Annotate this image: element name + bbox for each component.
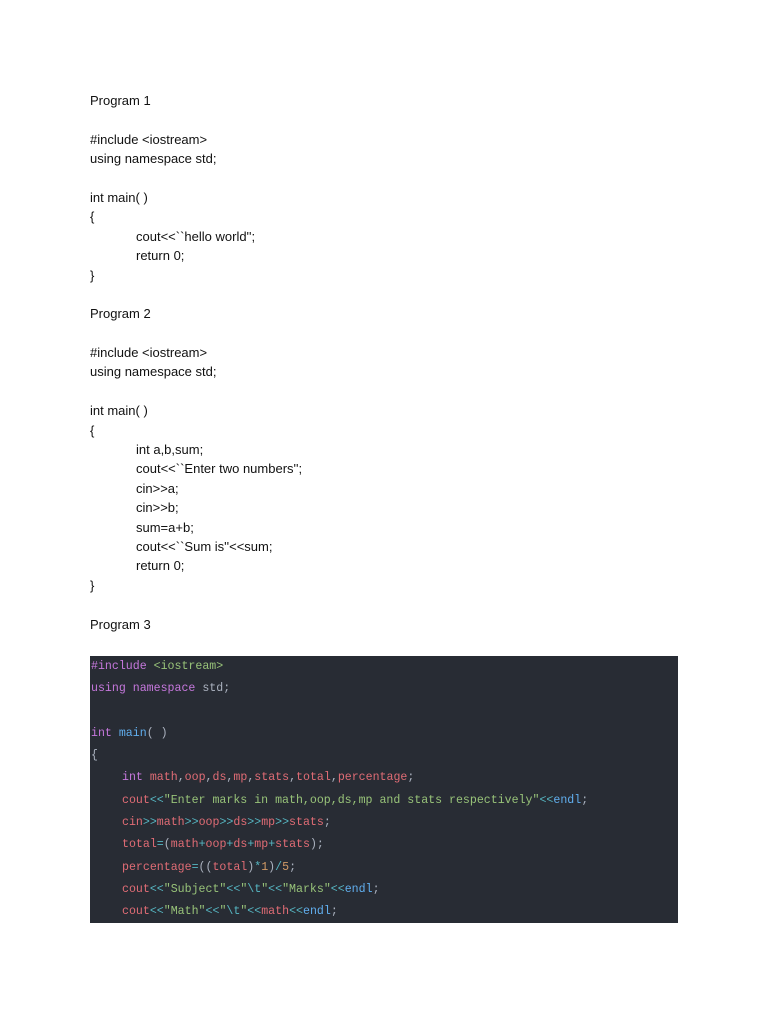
code-line: using namespace std; — [90, 151, 217, 167]
spacer — [90, 595, 690, 614]
code-token: cout — [122, 905, 150, 919]
code-token: percentage — [337, 771, 408, 785]
code-token: ) — [247, 860, 255, 874]
code-token: "Subject" — [163, 882, 227, 896]
code-token: using — [91, 682, 126, 696]
code-token: + — [226, 838, 234, 852]
program-1-heading: Program 1 — [90, 93, 151, 108]
code-line: } — [90, 267, 95, 283]
code-line: } — [90, 577, 95, 593]
code-token: >> — [275, 816, 290, 830]
code-line: int main( ) — [90, 189, 148, 205]
code-token: total — [212, 860, 248, 874]
code-token: ; — [323, 816, 331, 830]
code-token: total — [122, 838, 157, 852]
code-line: using namespace std; — [90, 364, 217, 380]
code-token: = — [156, 838, 164, 852]
code-token: mp — [233, 771, 248, 785]
code-line: int a,b,sum; — [136, 442, 204, 458]
code-token: << — [330, 882, 345, 896]
code-token: , — [226, 771, 234, 785]
code-line — [90, 701, 678, 723]
code-token: , — [177, 771, 185, 785]
code-token: 5 — [282, 860, 290, 874]
code-token: , — [205, 771, 213, 785]
code-token: , — [247, 771, 255, 785]
code-line: cin>>b; — [136, 500, 179, 516]
code-token: * — [254, 860, 262, 874]
code-token: >> — [247, 816, 262, 830]
code-line — [90, 879, 678, 901]
code-token: math — [261, 905, 290, 919]
code-token: oop — [205, 838, 227, 852]
code-token — [147, 660, 154, 673]
code-token: \t — [247, 882, 262, 896]
code-line: #include <iostream> — [90, 131, 208, 147]
code-token: >> — [142, 816, 157, 830]
code-line: sum=a+b; — [136, 519, 194, 535]
code-line: #include <iostream> — [90, 345, 208, 361]
code-line: cout<<``hello world''; — [136, 228, 256, 244]
code-token: = — [191, 860, 199, 874]
code-line: cout<<``Enter two numbers''; — [136, 461, 303, 477]
code-token: mp — [261, 816, 276, 830]
code-token: << — [205, 905, 220, 919]
code-token: <iostream> — [153, 660, 224, 673]
code-line — [90, 767, 678, 789]
code-token: namespace — [132, 682, 196, 696]
code-token: " — [219, 905, 227, 919]
code-token: " — [261, 882, 269, 896]
code-token: endl — [344, 882, 373, 896]
code-token: ; — [330, 905, 338, 919]
code-line — [90, 169, 690, 188]
code-token: int — [122, 771, 143, 785]
code-token: stats — [289, 816, 324, 830]
code-token: ); — [309, 838, 324, 852]
code-line — [90, 678, 678, 700]
code-token: std; — [195, 682, 231, 696]
code-token: oop — [198, 816, 220, 830]
code-token: "Math" — [163, 905, 206, 919]
code-line — [90, 790, 678, 812]
spacer — [90, 110, 690, 129]
code-line — [90, 656, 678, 678]
code-line — [90, 723, 678, 745]
code-line — [90, 834, 678, 856]
code-token: ( ) — [146, 726, 168, 740]
code-token: << — [289, 905, 303, 919]
code-line: int main( ) — [90, 403, 148, 419]
code-token: << — [539, 793, 554, 807]
code-token: "Enter marks in math,oop,ds,mp and stats respectively" — [163, 793, 540, 807]
code-token: , — [330, 771, 338, 785]
code-line — [90, 901, 678, 923]
code-token: percentage — [122, 860, 192, 874]
code-token — [126, 682, 133, 695]
code-line: cin>>a; — [136, 480, 179, 496]
code-token: mp — [254, 838, 269, 852]
code-block-program-3 — [90, 656, 678, 923]
code-token: ds — [233, 816, 248, 830]
code-token: " — [240, 882, 248, 896]
code-token: >> — [219, 816, 234, 830]
code-token: / — [275, 860, 283, 874]
spacer — [90, 285, 690, 304]
code-line: cout<<``Sum is''<<sum; — [136, 538, 273, 554]
code-line — [90, 382, 690, 401]
code-token: " — [240, 905, 248, 919]
code-token: ( — [163, 838, 171, 852]
spacer — [90, 324, 690, 343]
program-2-heading: Program 2 — [90, 306, 151, 322]
code-token: main — [118, 726, 147, 740]
code-token: (( — [198, 860, 213, 874]
code-token: >> — [184, 816, 199, 830]
code-token: math — [149, 771, 178, 785]
code-token: "Marks" — [282, 882, 331, 896]
code-line — [90, 745, 678, 767]
code-line: return 0; — [136, 248, 185, 264]
code-token: #include — [91, 660, 147, 673]
code-line: { — [90, 209, 95, 225]
code-token: math — [170, 838, 199, 852]
code-token: ds — [212, 771, 227, 785]
code-token: cout — [122, 793, 150, 807]
code-token: total — [296, 771, 331, 785]
code-line: return 0; — [136, 558, 185, 574]
code-token: + — [198, 838, 206, 852]
code-token: oop — [184, 771, 206, 785]
code-token: + — [247, 838, 255, 852]
code-token: + — [268, 838, 276, 852]
code-token: cin — [122, 816, 143, 830]
code-token: << — [149, 793, 164, 807]
code-line — [90, 857, 678, 879]
program-3-heading: Program 3 — [90, 616, 151, 632]
code-token: ; — [581, 793, 589, 807]
code-token: ; — [289, 860, 297, 874]
code-token: , — [289, 771, 297, 785]
code-token: 1 — [261, 860, 269, 874]
code-token — [112, 727, 119, 740]
code-token — [143, 771, 150, 784]
code-token: << — [247, 905, 262, 919]
code-token: ; — [407, 771, 415, 785]
code-line — [90, 812, 678, 834]
code-token: endl — [302, 905, 331, 919]
code-line: { — [90, 422, 95, 438]
code-token: ; — [372, 882, 380, 896]
code-token: math — [156, 816, 185, 830]
code-token: << — [149, 905, 164, 919]
code-token: stats — [275, 838, 310, 852]
code-token: ds — [233, 838, 248, 852]
code-token: ) — [268, 860, 276, 874]
code-token: stats — [254, 771, 290, 785]
code-token: { — [91, 749, 98, 763]
code-token: endl — [553, 793, 582, 807]
code-token: \t — [226, 905, 241, 919]
code-token: << — [226, 882, 241, 896]
code-token: cout — [122, 882, 150, 896]
code-token: << — [268, 882, 283, 896]
code-token: int — [91, 726, 112, 740]
document-page — [90, 91, 690, 634]
code-token: << — [149, 882, 164, 896]
